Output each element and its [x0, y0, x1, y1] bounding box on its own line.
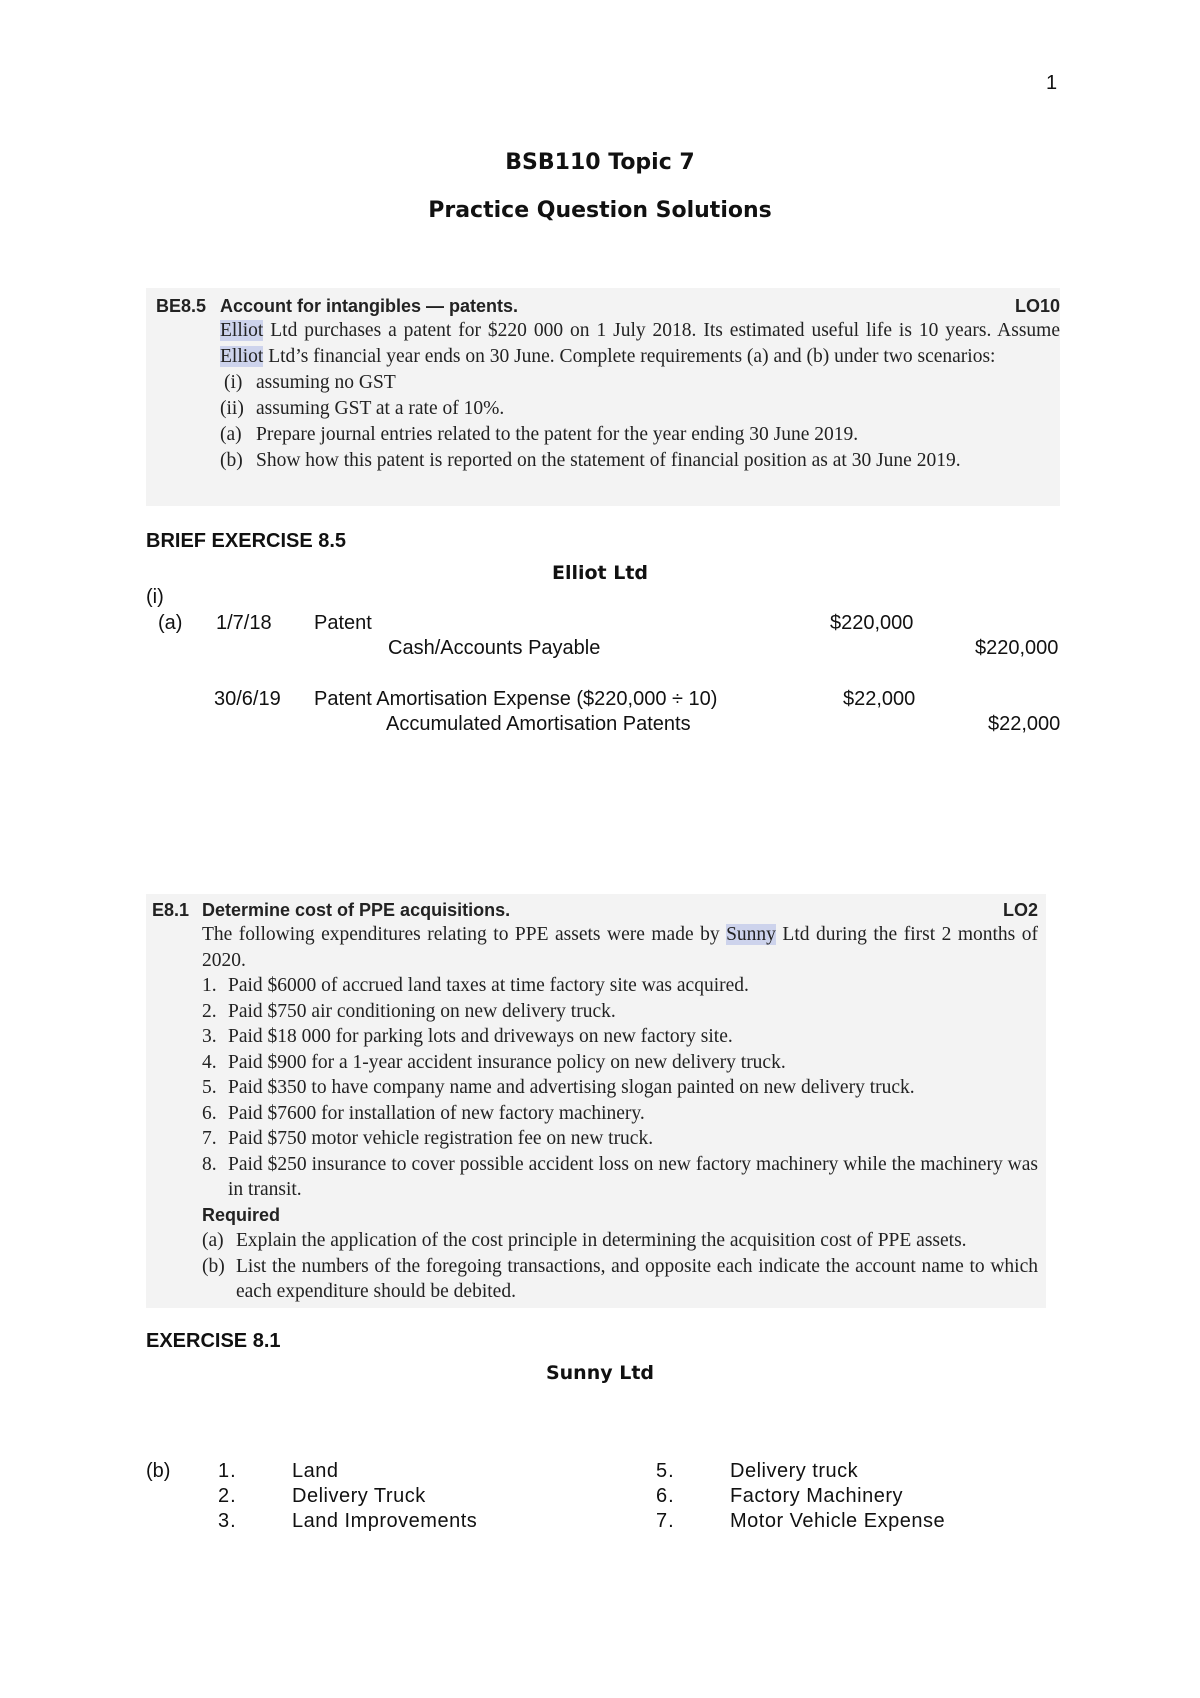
document-title: BSB110 Topic 7	[505, 150, 695, 175]
entry-debit-amount: $220,000	[830, 612, 914, 634]
e81-item: 7. Paid $750 motor vehicle registration fee on new truck.	[202, 1128, 654, 1149]
answer-number: 1.	[218, 1460, 237, 1482]
be85-code: BE8.5	[156, 296, 207, 316]
answer-number: 3.	[218, 1510, 237, 1532]
e81-item: 6. Paid $7600 for installation of new factory machinery.	[202, 1102, 645, 1124]
e81-item: 4. Paid $900 for a 1-year accident insurance policy on new delivery truck.	[202, 1051, 786, 1073]
answer-account: Land Improvements	[292, 1510, 478, 1532]
answer-number: 6.	[656, 1485, 675, 1507]
entry-credit-account: Accumulated Amortisation Patents	[386, 713, 691, 735]
brief-exercise-heading: BRIEF EXERCISE 8.5	[146, 530, 347, 552]
highlight-elliot-2: Elliot	[220, 346, 264, 367]
e81-body	[202, 922, 1038, 1305]
exercise-part-label: (b)	[146, 1460, 171, 1482]
answer-number: 2.	[218, 1485, 237, 1507]
e81-required-item: (b) List the numbers of the foregoing transactions, and opposite each indicate the account name to which each expenditure should be debited.	[202, 1255, 1038, 1302]
answer-account: Motor Vehicle Expense	[730, 1510, 946, 1532]
be85-item-i: (i) assuming no GST	[224, 372, 396, 393]
answer-account: Delivery truck	[730, 1460, 859, 1482]
e81-lo: LO2	[1002, 900, 1038, 920]
be85-heading: Account for intangibles — patents.	[220, 296, 519, 316]
e81-item: 8. Paid $250 insurance to cover possible accident loss on new factory machinery while the machinery was in transit.	[202, 1153, 1038, 1200]
e81-question-box	[146, 894, 1046, 1308]
e81-code: E8.1	[152, 900, 190, 920]
e81-heading: Determine cost of PPE acquisitions.	[202, 900, 511, 920]
answer-number: 5.	[656, 1460, 675, 1482]
answer-account: Factory Machinery	[730, 1485, 903, 1507]
e81-item: 5. Paid $350 to have company name and advertising slogan painted on new delivery truck.	[202, 1077, 915, 1098]
answer-number: 7.	[656, 1510, 675, 1532]
entry-date: 30/6/19	[214, 688, 281, 710]
document-subtitle: Practice Question Solutions	[428, 198, 772, 223]
e81-intro: The following expenditures relating to PPE assets were made by Sunny Ltd during the first 2 months of 2020.	[202, 924, 1038, 971]
entry-credit-amount: $22,000	[988, 713, 1061, 735]
part-label: (a)	[158, 612, 183, 634]
be85-paragraph	[220, 318, 1060, 370]
entry-debit-amount: $22,000	[843, 688, 916, 710]
be85-item-b: (b) Show how this patent is reported on the statement of financial position as at 30 June 2019.	[220, 450, 961, 471]
page-number: 1	[1046, 72, 1058, 94]
entry-date: 1/7/18	[216, 612, 272, 634]
e81-item: 3. Paid $18 000 for parking lots and driveways on new factory site.	[202, 1026, 733, 1047]
entry-debit-account: Patent	[314, 612, 372, 634]
exercise-company: Sunny Ltd	[545, 1362, 655, 1384]
be85-item-a: (a) Prepare journal entries related to the patent for the year ending 30 June 2019.	[220, 424, 859, 445]
exercise-heading: EXERCISE 8.1	[146, 1330, 281, 1352]
be85-lo: LO10	[1014, 296, 1060, 316]
entry-credit-amount: $220,000	[975, 637, 1059, 659]
be85-text-2: Ltd’s financial year ends on 30 June. Complete requirements (a) and (b) under two scenarios:	[263, 346, 996, 367]
highlight-sunny: Sunny	[726, 924, 776, 945]
answer-account: Delivery Truck	[292, 1485, 426, 1507]
brief-exercise-company: Elliot Ltd	[551, 562, 649, 584]
entry-debit-account: Patent Amortisation Expense ($220,000 ÷ 10)	[314, 688, 718, 710]
e81-item: 1. Paid $6000 of accrued land taxes at time factory site was acquired.	[202, 975, 749, 996]
e81-required-item: (a) Explain the application of the cost principle in determining the acquisition cost of PPE assets.	[202, 1230, 967, 1251]
be85-text-1: Ltd purchases a patent for $220 000 on 1 July 2018. Its estimated useful life is 10 years. Assume	[263, 320, 1060, 341]
highlight-elliot: Elliot	[220, 320, 264, 341]
e81-required-label: Required	[202, 1204, 281, 1225]
answer-account: Land	[292, 1460, 339, 1482]
scenario-label: (i)	[146, 586, 164, 608]
be85-body	[220, 318, 1060, 474]
be85-item-ii: (ii) assuming GST at a rate of 10%.	[220, 398, 505, 419]
e81-item: 2. Paid $750 air conditioning on new delivery truck.	[202, 1000, 616, 1022]
be85-question-box	[146, 288, 1060, 506]
entry-credit-account: Cash/Accounts Payable	[388, 637, 601, 659]
